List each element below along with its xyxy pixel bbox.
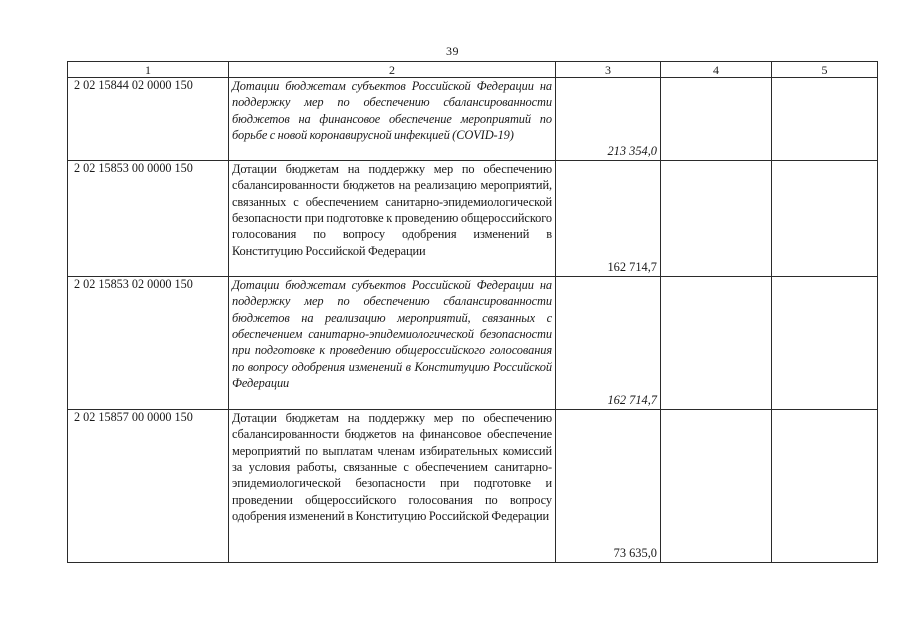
column-5-cell [772,161,878,277]
column-header: 3 [556,62,661,78]
column-header: 5 [772,62,878,78]
budget-table [67,61,878,563]
description-text: Дотации бюджетам субъектов Российской Федерации на поддержку мер по обеспечению сбалансированности бюджетов на реализацию мероприятий, связанных с обеспечением санитарно-эпидемиологической безопасности при подготовке к проведению общероссийского голосования по вопросу одобрения изменений в Конституцию Российской Федерации [232,278,552,391]
budget-code-cell: 2 02 15857 00 0000 150 [68,410,229,563]
amount-cell: 162 714,7 [556,277,661,410]
page-number: 39 [446,44,459,58]
table-header-row [68,62,878,78]
table-row [68,410,878,563]
column-4-cell [661,410,772,563]
table-row [68,277,878,410]
amount-cell: 162 714,7 [556,161,661,277]
column-5-cell [772,277,878,410]
description-cell [229,78,556,161]
budget-code-cell: 2 02 15844 02 0000 150 [68,78,229,161]
column-4-cell [661,78,772,161]
column-header: 1 [68,62,229,78]
column-header: 2 [229,62,556,78]
description-text: Дотации бюджетам на поддержку мер по обеспечению сбалансированности бюджетов на финансовое обеспечение мероприятий по выплатам членам избирательных комиссий за условия работы, связанные с обеспечением санитарно-эпидемиологической безопасности при подготовке и проведении общероссийского голосования по вопросу одобрения изменений в Конституцию Российской Федерации [232,411,552,524]
budget-code-cell: 2 02 15853 00 0000 150 [68,161,229,277]
budget-code-cell: 2 02 15853 02 0000 150 [68,277,229,410]
description-cell [229,277,556,410]
amount-cell: 213 354,0 [556,78,661,161]
column-4-cell [661,161,772,277]
description-cell [229,410,556,563]
table-row [68,161,878,277]
amount-cell: 73 635,0 [556,410,661,563]
description-text: Дотации бюджетам на поддержку мер по обеспечению сбалансированности бюджетов на реализацию мероприятий, связанных с обеспечением санитарно-эпидемиологической безопасности при подготовке к проведению общероссийского голосования по вопросу одобрения изменений в Конституцию Российской Федерации [232,162,552,258]
column-5-cell [772,78,878,161]
column-4-cell [661,277,772,410]
column-header: 4 [661,62,772,78]
description-cell [229,161,556,277]
description-text: Дотации бюджетам субъектов Российской Федерации на поддержку мер по обеспечению сбалансированности бюджетов на финансовое обеспечение мероприятий по борьбе с новой коронавирусной инфекцией (COVID-19) [232,79,552,143]
table-row [68,78,878,161]
column-5-cell [772,410,878,563]
